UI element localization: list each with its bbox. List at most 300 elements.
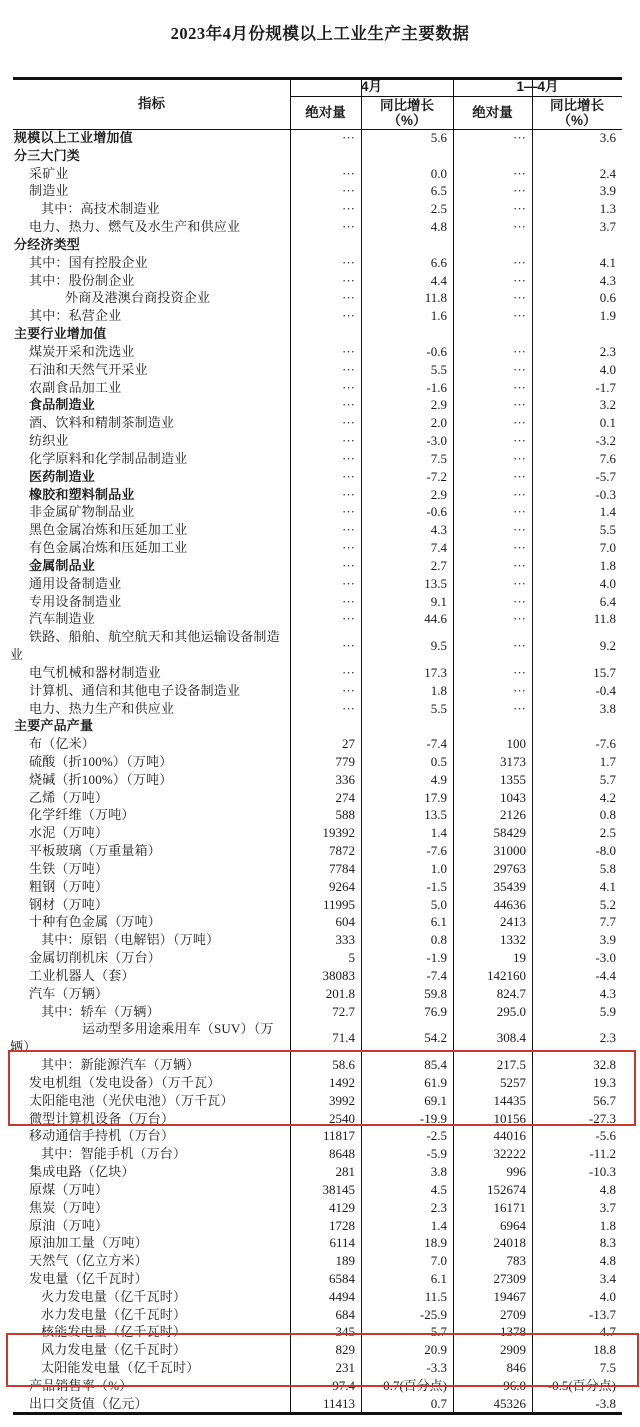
table-row	[0, 985, 622, 1003]
cell-apr-yoy: 17.9	[424, 789, 447, 805]
cell-cum-absolute: ···	[513, 450, 526, 466]
table-row	[0, 664, 622, 682]
table-row	[0, 1270, 622, 1288]
cell-cum-absolute: 2126	[500, 807, 526, 823]
cell-apr-absolute: ···	[342, 308, 355, 324]
cell-cum-absolute: ···	[513, 575, 526, 591]
cell-apr-absolute: 6584	[329, 1271, 355, 1286]
table-row	[0, 129, 622, 147]
cell-apr-absolute	[290, 236, 361, 254]
row-label: 硫酸（折100%）（万吨）	[29, 753, 173, 769]
cell-cum-absolute: ···	[513, 130, 526, 145]
cell-cum-yoy: -10.3	[588, 1164, 616, 1180]
cell-cum-absolute: ···	[513, 638, 526, 654]
cell-apr-yoy	[361, 717, 453, 735]
cell-apr-yoy: 3.8	[430, 1164, 447, 1180]
table-row	[0, 842, 622, 860]
cell-apr-yoy: 0.7	[430, 1395, 447, 1411]
table-body	[0, 129, 622, 1413]
table-row	[0, 878, 622, 896]
table-row	[0, 593, 622, 611]
cell-cum-absolute: 14435	[493, 1092, 526, 1108]
cell-apr-yoy: -7.4	[426, 736, 447, 752]
cell-cum-yoy: -3.0	[595, 950, 616, 966]
cell-cum-yoy: 5.9	[599, 1003, 616, 1019]
cell-apr-absolute: ···	[342, 343, 355, 359]
cell-apr-absolute: ···	[342, 450, 355, 466]
cell-cum-yoy: 3.7	[599, 219, 616, 235]
cell-cum-yoy: 4.0	[599, 361, 616, 377]
cell-apr-yoy: 4.4	[430, 272, 447, 288]
cell-cum-yoy	[532, 236, 622, 254]
cell-apr-yoy: -5.9	[426, 1146, 447, 1162]
row-label: 平板玻璃（万重量箱）	[29, 843, 162, 859]
cell-cum-absolute: ···	[513, 522, 526, 538]
cell-cum-yoy: 4.8	[599, 1181, 616, 1197]
cell-cum-absolute: ···	[513, 468, 526, 484]
cell-apr-yoy: 0.8	[430, 932, 447, 948]
cell-apr-yoy: 11.8	[424, 290, 447, 306]
table-row	[0, 575, 622, 593]
table-row	[0, 628, 622, 664]
header-indicator: 指标	[138, 95, 165, 111]
cell-apr-yoy	[361, 325, 453, 343]
cell-cum-absolute: 783	[506, 1253, 526, 1269]
cell-apr-absolute: 38083	[322, 967, 355, 983]
row-label: 电力、热力生产和供应业	[29, 700, 175, 716]
cell-apr-absolute: ···	[342, 272, 355, 288]
cell-cum-yoy: 0.6	[599, 290, 616, 306]
cell-apr-absolute: 1492	[329, 1074, 355, 1090]
cell-cum-yoy: -8.0	[595, 843, 616, 859]
cell-apr-absolute: ···	[342, 682, 355, 698]
cell-apr-yoy: 13.5	[424, 575, 447, 591]
table-row	[0, 860, 622, 878]
cell-apr-yoy: 9.1	[430, 593, 447, 609]
cell-apr-yoy: 59.8	[424, 985, 447, 1001]
row-label: 黑色金属冶炼和压延加工业	[29, 522, 188, 538]
cell-cum-yoy: 8.3	[599, 1235, 616, 1251]
cell-apr-absolute: ···	[342, 468, 355, 484]
table-row	[0, 289, 622, 307]
table-row	[0, 735, 622, 753]
table-row	[0, 325, 622, 343]
cell-apr-absolute: ···	[342, 522, 355, 538]
cell-apr-absolute: 336	[335, 771, 355, 787]
row-label: 移动通信手持机（万台）	[29, 1128, 175, 1144]
row-label: 分经济类型	[14, 236, 81, 252]
cell-cum-yoy: 4.0	[599, 575, 616, 591]
table-row	[0, 503, 622, 521]
cell-cum-yoy: -4.4	[595, 967, 616, 983]
row-label: 其中：国有控股企业	[29, 254, 148, 270]
header-yoy-apr: 同比增长 （%）	[380, 97, 434, 128]
cell-apr-yoy: -0.6	[426, 504, 447, 520]
row-label: 水泥（万吨）	[29, 825, 109, 841]
row-label: 汽车（万辆）	[29, 985, 109, 1001]
cell-apr-yoy: 2.9	[430, 486, 447, 502]
cell-cum-yoy: -0.5(百分点)	[547, 1377, 616, 1393]
cell-apr-absolute	[290, 717, 361, 735]
cell-apr-absolute: 97.4	[332, 1377, 355, 1393]
row-label: 其中：新能源汽车（万辆）	[41, 1057, 200, 1073]
cell-cum-absolute: 100	[506, 736, 526, 752]
cell-apr-absolute: 11817	[322, 1128, 355, 1144]
cell-apr-yoy	[361, 147, 453, 165]
row-label: 微型计算机设备（万台）	[29, 1110, 175, 1126]
cell-cum-yoy: 4.1	[599, 878, 616, 894]
cell-apr-absolute: ···	[342, 379, 355, 395]
table-row	[0, 1234, 622, 1252]
table-row	[0, 753, 622, 771]
cell-cum-yoy: 4.3	[599, 272, 616, 288]
row-label: 计算机、通信和其他电子设备制造业	[29, 682, 241, 698]
cell-cum-absolute: 152674	[487, 1181, 526, 1197]
cell-apr-absolute: 231	[335, 1360, 355, 1376]
row-label: 原油加工量（万吨）	[29, 1235, 148, 1251]
row-label: 水力发电量（亿千瓦时）	[41, 1306, 187, 1322]
row-label: 分三大门类	[14, 147, 81, 163]
table-row	[0, 236, 622, 254]
table-row	[0, 1163, 622, 1181]
row-label: 风力发电量（亿千瓦时）	[41, 1342, 187, 1358]
cell-cum-yoy: 7.5	[599, 1360, 616, 1376]
cell-cum-absolute: 2709	[500, 1306, 526, 1322]
table-row	[0, 967, 622, 985]
cell-apr-absolute: ···	[342, 415, 355, 431]
cell-apr-absolute: 4129	[329, 1199, 355, 1215]
row-label: 钢材（万吨）	[29, 896, 109, 912]
cell-cum-yoy: 4.1	[599, 254, 616, 270]
table-row	[0, 379, 622, 397]
row-label: 原煤（万吨）	[29, 1181, 109, 1197]
cell-apr-absolute: 72.7	[332, 1003, 355, 1019]
cell-cum-absolute: 35439	[493, 878, 526, 894]
cell-cum-absolute: 19	[513, 950, 526, 966]
cell-cum-yoy	[532, 147, 622, 165]
cell-cum-absolute: 824.7	[496, 985, 526, 1001]
cell-cum-absolute: ···	[513, 183, 526, 199]
cell-apr-yoy: 44.6	[424, 611, 447, 627]
cell-cum-absolute: 16171	[493, 1199, 526, 1215]
cell-apr-yoy: 2.3	[430, 1199, 447, 1215]
annotation-highlight-box-2	[6, 1333, 639, 1387]
row-label: 出口交货值（亿元）	[29, 1395, 148, 1411]
row-label: 其中：高技术制造业	[41, 201, 160, 217]
cell-apr-yoy: 85.4	[424, 1057, 447, 1073]
row-label: 农副食品加工业	[29, 379, 122, 395]
table-row	[0, 468, 622, 486]
cell-cum-yoy: 6.4	[599, 593, 616, 609]
table-row	[0, 343, 622, 361]
cell-apr-yoy: 5.7	[430, 1324, 447, 1340]
cell-apr-yoy: 5.6	[430, 130, 447, 145]
cell-cum-yoy: 1.3	[599, 201, 616, 217]
table-row	[0, 361, 622, 379]
row-label: 食品制造业	[29, 397, 96, 413]
row-label: 焦炭（万吨）	[29, 1199, 109, 1215]
cell-cum-absolute: 19467	[493, 1288, 526, 1304]
cell-cum-yoy: 1.8	[599, 1217, 616, 1233]
cell-apr-yoy: 4.9	[430, 771, 447, 787]
cell-cum-absolute: 1332	[500, 932, 526, 948]
page-title: 2023年4月份规模以上工业生产主要数据	[170, 24, 470, 43]
cell-apr-yoy: 0.0	[430, 165, 447, 181]
cell-apr-absolute: 19392	[322, 825, 355, 841]
header-group-jan-apr: 1—4月	[516, 79, 559, 94]
row-label: 其中：股份制企业	[29, 272, 135, 288]
row-label: 生铁（万吨）	[29, 860, 109, 876]
cell-apr-yoy: 1.4	[430, 1217, 447, 1233]
cell-cum-yoy: 3.9	[599, 183, 616, 199]
cell-cum-yoy: -0.3	[595, 486, 616, 502]
cell-apr-yoy: 4.3	[430, 522, 447, 538]
cell-cum-absolute: ···	[513, 219, 526, 235]
cell-cum-yoy: 5.5	[599, 522, 616, 538]
cell-cum-yoy: 1.8	[599, 557, 616, 573]
cell-cum-absolute: ···	[513, 682, 526, 698]
cell-cum-absolute: ···	[513, 557, 526, 573]
cell-apr-yoy: -3.0	[426, 433, 447, 449]
cell-cum-absolute: ···	[513, 593, 526, 609]
table-row	[0, 896, 622, 914]
table-row	[0, 1288, 622, 1306]
cell-cum-yoy: 4.7	[599, 1324, 616, 1340]
cell-cum-absolute: 295.0	[496, 1003, 526, 1019]
cell-apr-absolute: ···	[342, 201, 355, 217]
table-row	[0, 717, 622, 735]
cell-cum-yoy: 4.8	[599, 1253, 616, 1269]
row-label: 太阳能发电量（亿千瓦时）	[41, 1360, 200, 1376]
cell-cum-absolute: 217.5	[496, 1057, 526, 1073]
cell-apr-yoy: 4.8	[430, 219, 447, 235]
cell-cum-yoy: 1.9	[599, 308, 616, 324]
cell-cum-yoy: -0.4	[595, 682, 616, 698]
row-label: 专用设备制造业	[29, 593, 122, 609]
cell-cum-absolute: ···	[513, 308, 526, 324]
cell-cum-absolute: 3173	[500, 753, 526, 769]
table-row	[0, 931, 622, 949]
table-row	[0, 557, 622, 575]
cell-cum-yoy: 7.6	[599, 450, 616, 466]
row-label: 化学纤维（万吨）	[29, 807, 135, 823]
cell-apr-absolute: 71.4	[332, 1030, 355, 1046]
cell-apr-yoy: 6.1	[430, 914, 447, 930]
cell-cum-yoy: 7.0	[599, 540, 616, 556]
row-label: 外商及港澳台商投资企业	[65, 290, 211, 306]
cell-cum-absolute: 2909	[500, 1342, 526, 1358]
row-label: 火力发电量（亿千瓦时）	[41, 1288, 187, 1304]
table-row	[0, 610, 622, 628]
cell-cum-absolute: 96.0	[503, 1377, 526, 1393]
row-label: 主要产品产量	[14, 718, 94, 734]
cell-cum-yoy: 9.2	[599, 638, 616, 654]
cell-apr-yoy: -3.3	[426, 1360, 447, 1376]
row-label: 原油（万吨）	[29, 1217, 109, 1233]
cell-apr-yoy: 2.5	[430, 201, 447, 217]
cell-apr-absolute: 333	[335, 932, 355, 948]
cell-apr-absolute: ···	[342, 361, 355, 377]
cell-cum-yoy: 3.4	[599, 1271, 616, 1286]
cell-apr-yoy: 6.5	[430, 183, 447, 199]
cell-cum-yoy: 4.2	[599, 789, 616, 805]
header-absolute-cum: 绝对量	[472, 105, 513, 120]
table-row	[0, 307, 622, 325]
cell-apr-yoy: 1.4	[430, 825, 447, 841]
row-label: 化学原料和化学制品制造业	[29, 450, 188, 466]
cell-cum-absolute: ···	[513, 361, 526, 377]
cell-apr-yoy: 69.1	[424, 1092, 447, 1108]
table-row	[0, 1003, 622, 1021]
cell-apr-yoy: 2.9	[430, 397, 447, 413]
table-row	[0, 521, 622, 539]
cell-apr-absolute: 8648	[329, 1146, 355, 1162]
cell-cum-absolute: 10156	[493, 1110, 526, 1126]
cell-apr-yoy: 5.5	[430, 361, 447, 377]
table-row	[0, 771, 622, 789]
cell-apr-yoy: -0.6	[426, 343, 447, 359]
cell-cum-yoy: 3.9	[599, 932, 616, 948]
cell-cum-absolute: ···	[513, 201, 526, 217]
cell-cum-absolute: ···	[513, 700, 526, 716]
cell-apr-absolute: 1728	[329, 1217, 355, 1233]
row-label: 制造业	[29, 183, 69, 199]
cell-apr-absolute: ···	[342, 397, 355, 413]
table-row	[0, 949, 622, 967]
cell-cum-yoy: 4.0	[599, 1288, 616, 1304]
row-label: 电气机械和器材制造业	[29, 664, 162, 680]
row-label: 煤炭开采和洗选业	[29, 343, 135, 359]
cell-apr-yoy: 5.0	[430, 896, 447, 912]
cell-cum-yoy	[532, 717, 622, 735]
cell-cum-absolute: 32222	[493, 1146, 526, 1162]
cell-cum-yoy: 3.2	[599, 397, 616, 413]
cell-cum-yoy: 3.8	[599, 700, 616, 716]
table-row	[0, 165, 622, 183]
cell-apr-yoy: 20.9	[424, 1342, 447, 1358]
table-row	[0, 824, 622, 842]
cell-cum-yoy: 0.8	[599, 807, 616, 823]
table-row	[0, 218, 622, 236]
annotation-highlight-box-1	[8, 1050, 636, 1126]
row-label: 有色金属冶炼和压延加工业	[29, 540, 188, 556]
table-row	[0, 182, 622, 200]
cell-apr-absolute	[290, 147, 361, 165]
cell-apr-yoy: 9.5	[430, 638, 447, 654]
row-label: 其中：原铝（电解铝）（万吨）	[41, 932, 220, 948]
cell-cum-absolute: ···	[513, 486, 526, 502]
row-label: 发电机组（发电设备）（万千瓦）	[29, 1074, 221, 1090]
header-group-april: 4月	[360, 79, 382, 94]
cell-apr-absolute: ···	[342, 433, 355, 449]
cell-apr-yoy: 0.5	[430, 753, 447, 769]
cell-cum-yoy: 2.3	[599, 1030, 616, 1046]
cell-cum-yoy: 19.3	[593, 1074, 616, 1090]
row-label: 集成电路（亿块）	[29, 1164, 135, 1180]
cell-cum-absolute: 6964	[500, 1217, 526, 1233]
cell-apr-absolute: ···	[342, 593, 355, 609]
header-yoy-cum: 同比增长 （%）	[550, 97, 604, 128]
cell-apr-absolute: 7872	[329, 843, 355, 859]
row-label: 乙烯（万吨）	[29, 789, 109, 805]
cell-cum-absolute	[453, 147, 532, 165]
table-row	[0, 1127, 622, 1145]
cell-cum-absolute: 27309	[493, 1271, 526, 1286]
cell-apr-absolute: 588	[335, 807, 355, 823]
cell-cum-absolute: 142160	[487, 967, 526, 983]
cell-cum-absolute: ···	[513, 540, 526, 556]
table-row	[0, 806, 622, 824]
cell-cum-yoy: 5.2	[599, 896, 616, 912]
cell-apr-yoy: 5.5	[430, 700, 447, 716]
cell-cum-absolute: 44016	[493, 1128, 526, 1144]
cell-apr-yoy: -7.4	[426, 967, 447, 983]
cell-apr-absolute: 7784	[329, 860, 355, 876]
cell-apr-absolute: 9264	[329, 878, 355, 894]
cell-apr-absolute: 684	[335, 1306, 355, 1322]
cell-apr-absolute: ···	[342, 664, 355, 680]
cell-cum-yoy	[532, 325, 622, 343]
cell-cum-absolute: 45326	[493, 1395, 526, 1411]
row-label: 运动型多用途乘用车（SUV）（万辆）	[10, 1021, 274, 1055]
cell-cum-absolute: ···	[513, 397, 526, 413]
cell-cum-yoy: -7.6	[595, 736, 616, 752]
cell-apr-absolute: 3992	[329, 1092, 355, 1108]
table-row	[0, 396, 622, 414]
table-row	[0, 789, 622, 807]
cell-apr-absolute: 779	[335, 753, 355, 769]
cell-cum-yoy: 5.8	[599, 860, 616, 876]
cell-cum-yoy: 32.8	[593, 1057, 616, 1073]
cell-apr-absolute: ···	[342, 638, 355, 654]
cell-apr-yoy: 7.4	[430, 540, 447, 556]
cell-cum-yoy: -1.7	[595, 379, 616, 395]
cell-apr-yoy: 11.5	[424, 1288, 447, 1304]
cell-cum-yoy: -13.7	[588, 1306, 616, 1322]
row-label: 核能发电量（亿千瓦时）	[41, 1324, 187, 1340]
cell-cum-yoy: 3.7	[599, 1199, 616, 1215]
cell-apr-absolute: 345	[335, 1324, 355, 1340]
cell-cum-absolute: 29763	[493, 860, 526, 876]
cell-apr-yoy: -2.5	[426, 1128, 447, 1144]
cell-cum-absolute: 2413	[500, 914, 526, 930]
row-label: 粗钢（万吨）	[29, 878, 109, 894]
cell-apr-yoy: 7.5	[430, 450, 447, 466]
table-row	[0, 414, 622, 432]
row-label: 工业机器人（套）	[29, 967, 135, 983]
cell-cum-absolute: 44636	[493, 896, 526, 912]
cell-cum-yoy: 3.6	[599, 130, 616, 145]
cell-cum-absolute: ···	[513, 664, 526, 680]
cell-cum-absolute: 846	[506, 1360, 526, 1376]
cell-apr-yoy: 7.0	[430, 1253, 447, 1269]
row-label: 酒、饮料和精制茶制造业	[29, 415, 175, 431]
cell-apr-absolute: ···	[342, 486, 355, 502]
table-row	[0, 1395, 622, 1413]
cell-cum-yoy: -3.2	[595, 433, 616, 449]
cell-cum-yoy: -3.8	[595, 1395, 616, 1411]
row-label: 十种有色金属（万吨）	[29, 914, 162, 930]
row-label: 金属制品业	[29, 557, 96, 573]
table-row	[0, 254, 622, 272]
header-absolute-apr: 绝对量	[305, 105, 346, 120]
cell-apr-absolute: ···	[342, 557, 355, 573]
cell-apr-yoy: -1.6	[426, 379, 447, 395]
cell-cum-absolute: ···	[513, 504, 526, 520]
row-label: 主要行业增加值	[14, 326, 107, 342]
cell-apr-yoy: 17.3	[424, 664, 447, 680]
table-row	[0, 682, 622, 700]
